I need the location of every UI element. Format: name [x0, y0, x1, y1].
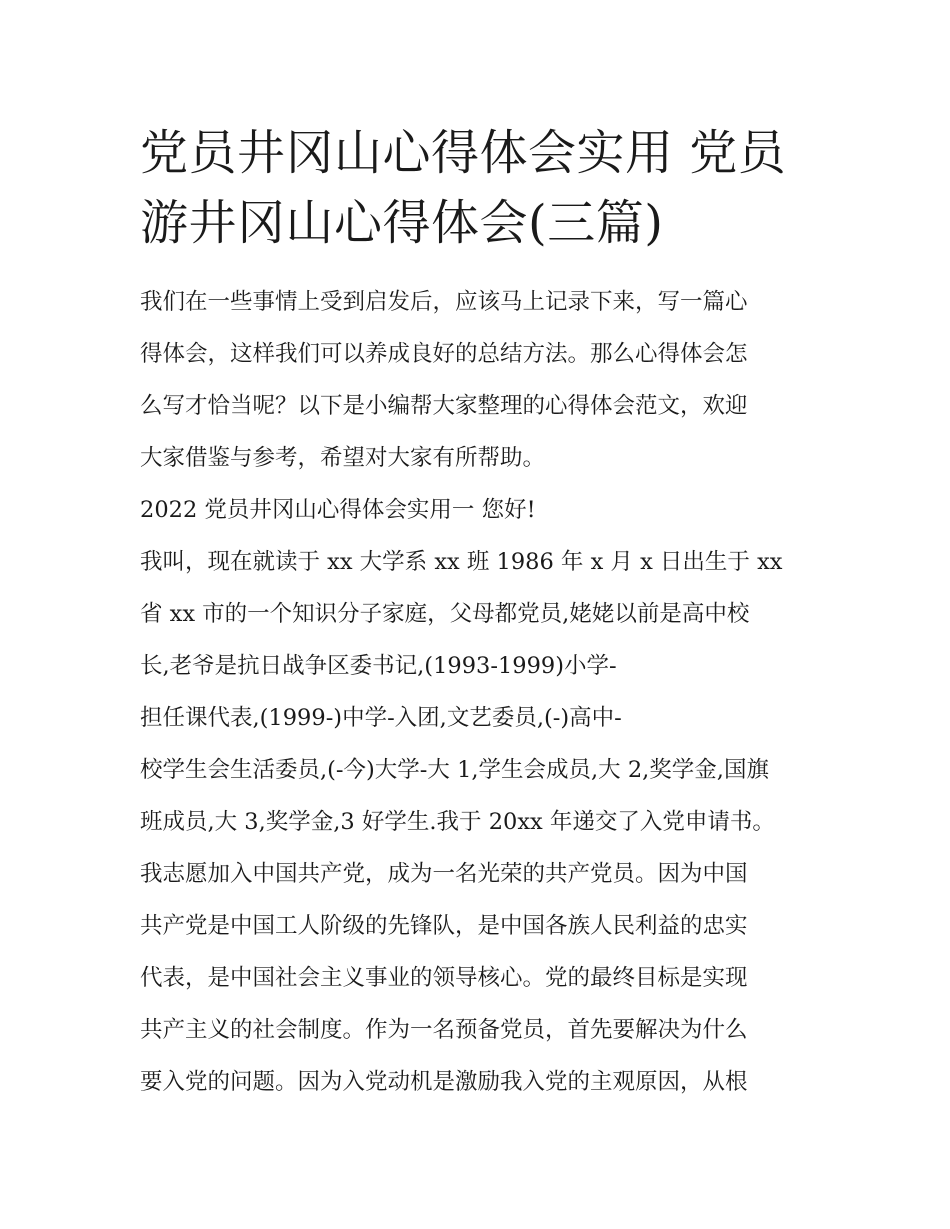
title-line: 游井冈山心得体会(三篇) [140, 195, 664, 251]
body-line: 共产党是中国工人阶级的先锋队，是中国各族人民利益的忠实 [140, 913, 748, 939]
body-line: 省 xx 市的一个知识分子家庭，父母都党员,姥姥以前是高中校 [140, 601, 750, 627]
body-line: 代表，是中国社会主义事业的领导核心。党的最终目标是实现 [140, 965, 748, 991]
body-line: 班成员,大 3,奖学金,3 好学生.我于 20xx 年递交了入党申请书。 [140, 809, 775, 835]
body-line: 担任课代表,(1999-)中学-入团,文艺委员,(-)高中- [140, 705, 622, 731]
body-line: 共产主义的社会制度。作为一名预备党员，首先要解决为什么 [140, 1017, 748, 1043]
document-body [140, 276, 820, 1108]
body-line: 么写才恰当呢？以下是小编帮大家整理的心得体会范文，欢迎 [140, 393, 748, 419]
document-title [140, 118, 820, 258]
body-line: 要入党的问题。因为入党动机是激励我入党的主观原因，从根 [140, 1069, 748, 1095]
body-line: 大家借鉴与参考，希望对大家有所帮助。 [140, 445, 546, 471]
body-line: 我叫，现在就读于 xx 大学系 xx 班 1986 年 x 月 x 日出生于 xx [140, 549, 783, 575]
body-line: 校学生会生活委员,(-今)大学-大 1,学生会成员,大 2,奖学金,国旗 [140, 757, 769, 783]
body-line: 长,老爷是抗日战争区委书记,(1993-1999)小学- [140, 653, 617, 679]
title-line: 党员井冈山心得体会实用 党员 [140, 125, 787, 181]
section-heading-line: 2022 党员井冈山心得体会实用一 您好! [140, 497, 536, 523]
body-line: 我志愿加入中国共产党，成为一名光荣的共产党员。因为中国 [140, 861, 748, 887]
body-line: 得体会，这样我们可以养成良好的总结方法。那么心得体会怎 [140, 341, 748, 367]
body-line: 我们在一些事情上受到启发后，应该马上记录下来，写一篇心 [140, 289, 748, 315]
